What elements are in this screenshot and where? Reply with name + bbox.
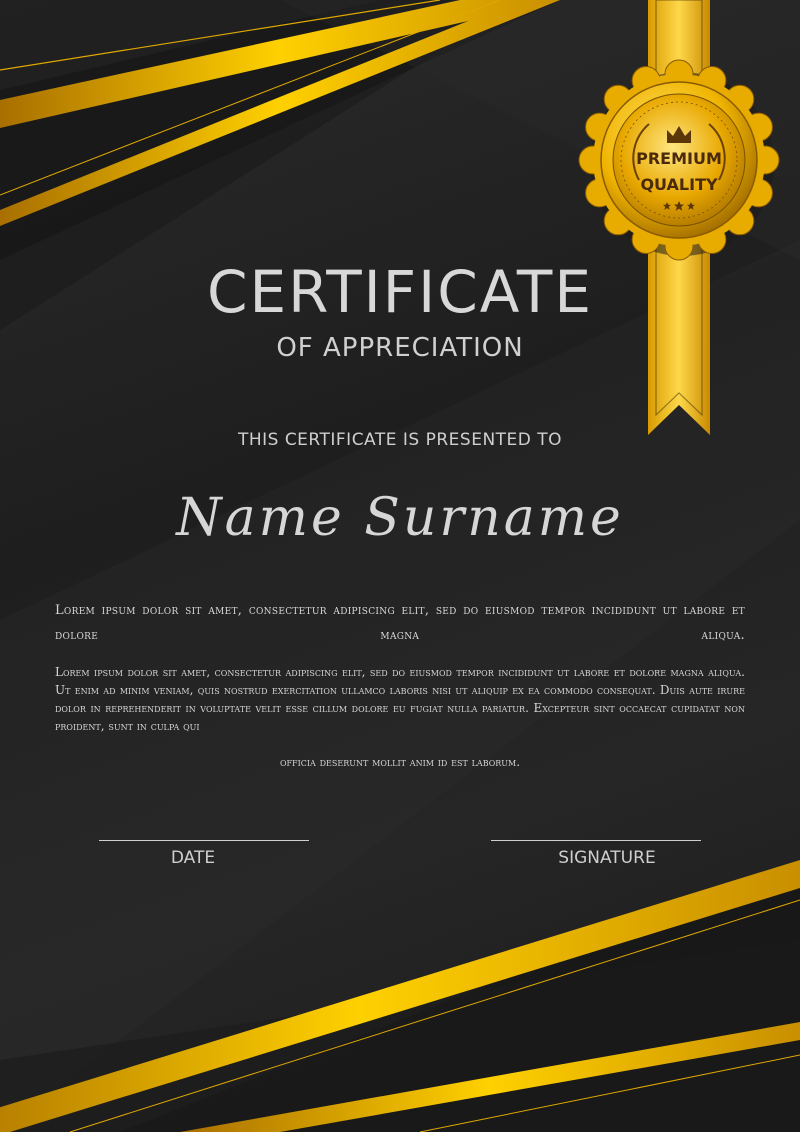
signature-label: SIGNATURE xyxy=(558,848,656,868)
body-paragraph-2-last-line: officia deserunt mollit anim id est laborum. xyxy=(279,755,521,769)
seal-line-1: PREMIUM xyxy=(636,149,722,168)
signature-line xyxy=(491,840,701,841)
presented-to-label: THIS CERTIFICATE IS PRESENTED TO xyxy=(237,430,563,450)
premium-quality-seal xyxy=(560,0,800,440)
seal-line-2: QUALITY xyxy=(640,175,718,194)
body-paragraph-1: Lorem ipsum dolor sit amet, consectetur adipiscing elit, sed do eiusmod tempor incididunt ut labore et dolore magna aliqua. xyxy=(55,603,745,643)
certificate-title: CERTIFICATE xyxy=(207,258,593,326)
date-line xyxy=(99,840,309,841)
date-label: DATE xyxy=(170,848,216,868)
certificate-subtitle: OF APPRECIATION xyxy=(276,333,524,363)
body-paragraph-2: Lorem ipsum dolor sit amet, consectetur adipiscing elit, sed do eiusmod tempor incididunt ut labore et dolore magna aliqua. Ut enim ad minim veniam, quis nostrud exercitation ullamco laboris nisi ut aliquip ex ea commodo consequat. Duis aute irure dolor in reprehenderit in voluptate velit esse cillum dolore eu fugiat nulla pariatur. Excepteur sint occaecat cupidatat non proident, sunt in culpa qui xyxy=(55,665,745,733)
recipient-name: Name Surname xyxy=(176,488,624,548)
